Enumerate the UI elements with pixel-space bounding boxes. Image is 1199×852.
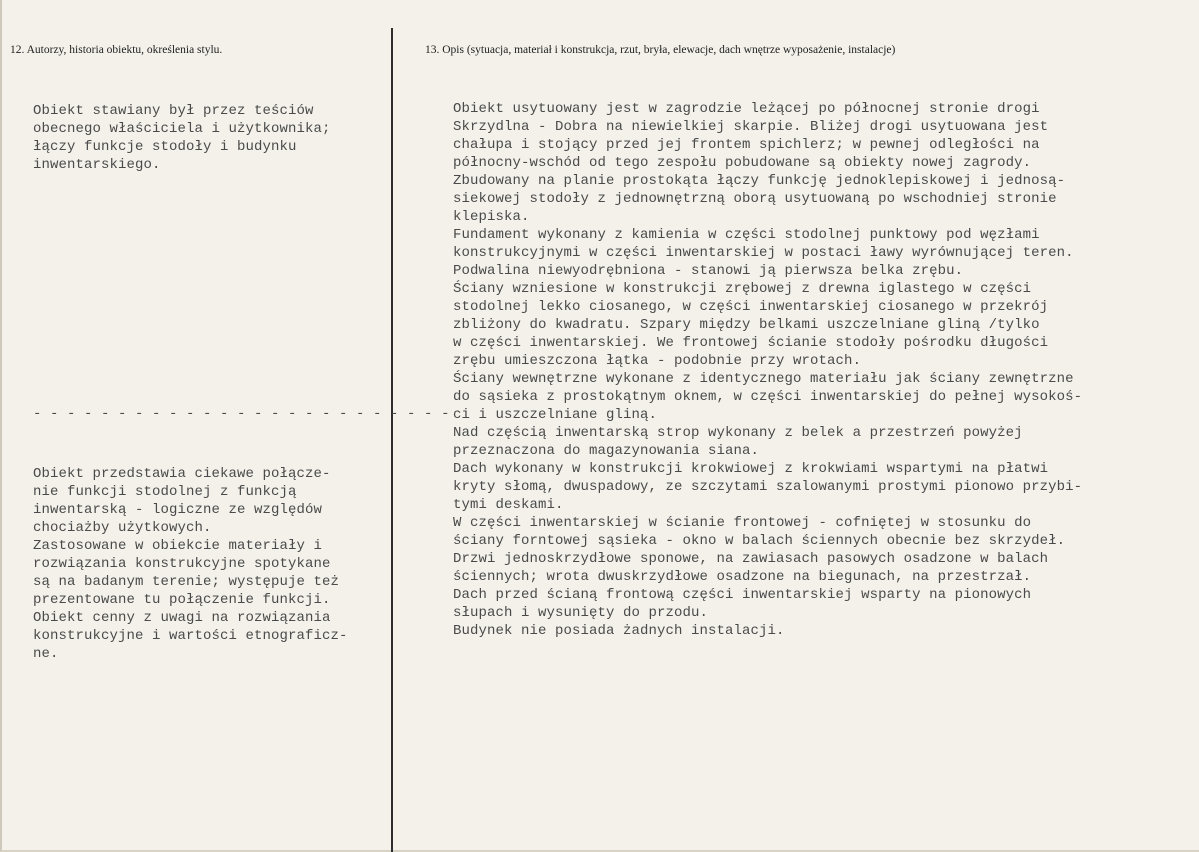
text-line: Obiekt przedstawia ciekawe połącze- — [33, 466, 331, 482]
text-line: prezentowane tu połączenie funkcji. — [33, 592, 331, 608]
text-line: tymi deskami. — [453, 497, 564, 513]
text-line: łączy funkcje stodoły i budynku — [33, 139, 297, 155]
text-line: rozwiązania konstrukcyjne spotykane — [33, 556, 331, 572]
text-line: zrębu umieszczona łątka - podobnie przy wrotach. — [453, 353, 862, 369]
text-line: słupach i wysunięty do przodu. — [453, 605, 709, 621]
text-line: Podwalina niewyodrębniona - stanowi ją pierwsza belka zrębu. — [453, 263, 964, 279]
section-13-header: 13. Opis (sytuacja, materiał i konstrukcja, rzut, bryła, elewacje, dach wnętrze wyposażenie, instalacje) — [425, 44, 896, 56]
text-line: Obiekt stawiany był przez teściów — [33, 103, 314, 119]
text-line: Obiekt cenny z uwagi na rozwiązania — [33, 610, 331, 626]
column-divider — [391, 28, 393, 852]
section-12-header: 12. Autorzy, historia obiektu, określenia stylu. — [10, 44, 223, 56]
text-line: Ściany wewnętrzne wykonane z identycznego materiału jak ściany zewnętrzne — [453, 371, 1074, 387]
text-line: Dach przed ścianą frontową części inwentarskiej wsparty na pionowych — [453, 587, 1032, 603]
text-line: chałupa i stojący przed jej frontem spichlerz; w pewnej odległości na — [453, 137, 1040, 153]
text-line: Obiekt usytuowany jest w zagrodzie leżącej po północnej stronie drogi — [453, 101, 1040, 117]
text-line: inwentarską - logiczne ze względów — [33, 502, 323, 518]
text-line: stodolnej lekko ciosanego, w części inwentarskiej ciosanego w przekrój — [453, 299, 1049, 315]
text-line: zbliżony do kwadratu. Szpary między belkami uszczelniane gliną /tylko — [453, 317, 1040, 333]
text-line: Ściany wzniesione w konstrukcji zrębowej z drewna iglastego w części — [453, 281, 1032, 297]
text-line: Fundament wykonany z kamienia w części stodolnej punktowy pod węzłami — [453, 227, 1040, 243]
description-text — [453, 100, 1082, 640]
text-line: nie funkcji stodolnej z funkcją — [33, 484, 297, 500]
text-line: chociażby użytkowych. — [33, 520, 212, 536]
text-line: w części inwentarskiej. We frontowej ścianie stodoły pośrodku długości — [453, 335, 1049, 351]
authors-history-text — [33, 102, 331, 174]
text-line: Drzwi jednoskrzydłowe sponowe, na zawiasach pasowych osadzone w balach — [453, 551, 1049, 567]
assessment-text — [33, 465, 348, 663]
text-line: inwentarskiego. — [33, 157, 161, 173]
text-line: Zastosowane w obiekcie materiały i — [33, 538, 323, 554]
text-line: Zbudowany na planie prostokąta łączy funkcję jednoklepiskowej i jednosą- — [453, 173, 1066, 189]
text-line: północny-wschód od tego zespołu pobudowane są obiekty nowej zagrody. — [453, 155, 1032, 171]
text-line: siekowej stodoły z jednownętrzną oborą usytuowaną po wschodniej stronie — [453, 191, 1057, 207]
text-line: klepiska. — [453, 209, 530, 225]
text-line: są na badanym terenie; występuje też — [33, 574, 340, 590]
text-line: W części inwentarskiej w ścianie frontowej - cofniętej w stosunku do — [453, 515, 1032, 531]
text-line: konstrukcyjnymi w części inwentarskiej w postaci ławy wyrównującej teren. — [453, 245, 1074, 261]
text-line: Nad częścią inwentarską strop wykonany z belek a przestrzeń powyżej — [453, 425, 1023, 441]
text-line: ci i uszczelniane gliną. — [453, 407, 658, 423]
dashed-separator: - - - - - - - - - - - - - - - - - - - - - - - - - — [33, 406, 450, 422]
text-line: obecnego właściciela i użytkownika; — [33, 121, 331, 137]
text-line: przeznaczona do magazynowania siana. — [453, 443, 760, 459]
text-line: Budynek nie posiada żadnych instalacji. — [453, 623, 785, 639]
text-line: ne. — [33, 646, 59, 662]
text-line: ściany forntowej sąsieka - okno w balach ściennych obecnie bez skrzydeł. — [453, 533, 1066, 549]
text-line: Dach wykonany w konstrukcji krokwiowej z krokwiami wspartymi na płatwi — [453, 461, 1049, 477]
text-line: ściennych; wrota dwuskrzydłowe osadzone na biegunach, na przestrzał. — [453, 569, 1032, 585]
text-line: Skrzydlna - Dobra na niewielkiej skarpie. Bliżej drogi usytuowana jest — [453, 119, 1049, 135]
text-line: kryty słomą, dwuspadowy, ze szczytami szalowanymi prostymi pionowo przybi- — [453, 479, 1083, 495]
text-line: do sąsieka z prostokątnym oknem, w części inwentarskiej do pełnej wysokoś- — [453, 389, 1083, 405]
text-line: konstrukcyjne i wartości etnograficz- — [33, 628, 348, 644]
